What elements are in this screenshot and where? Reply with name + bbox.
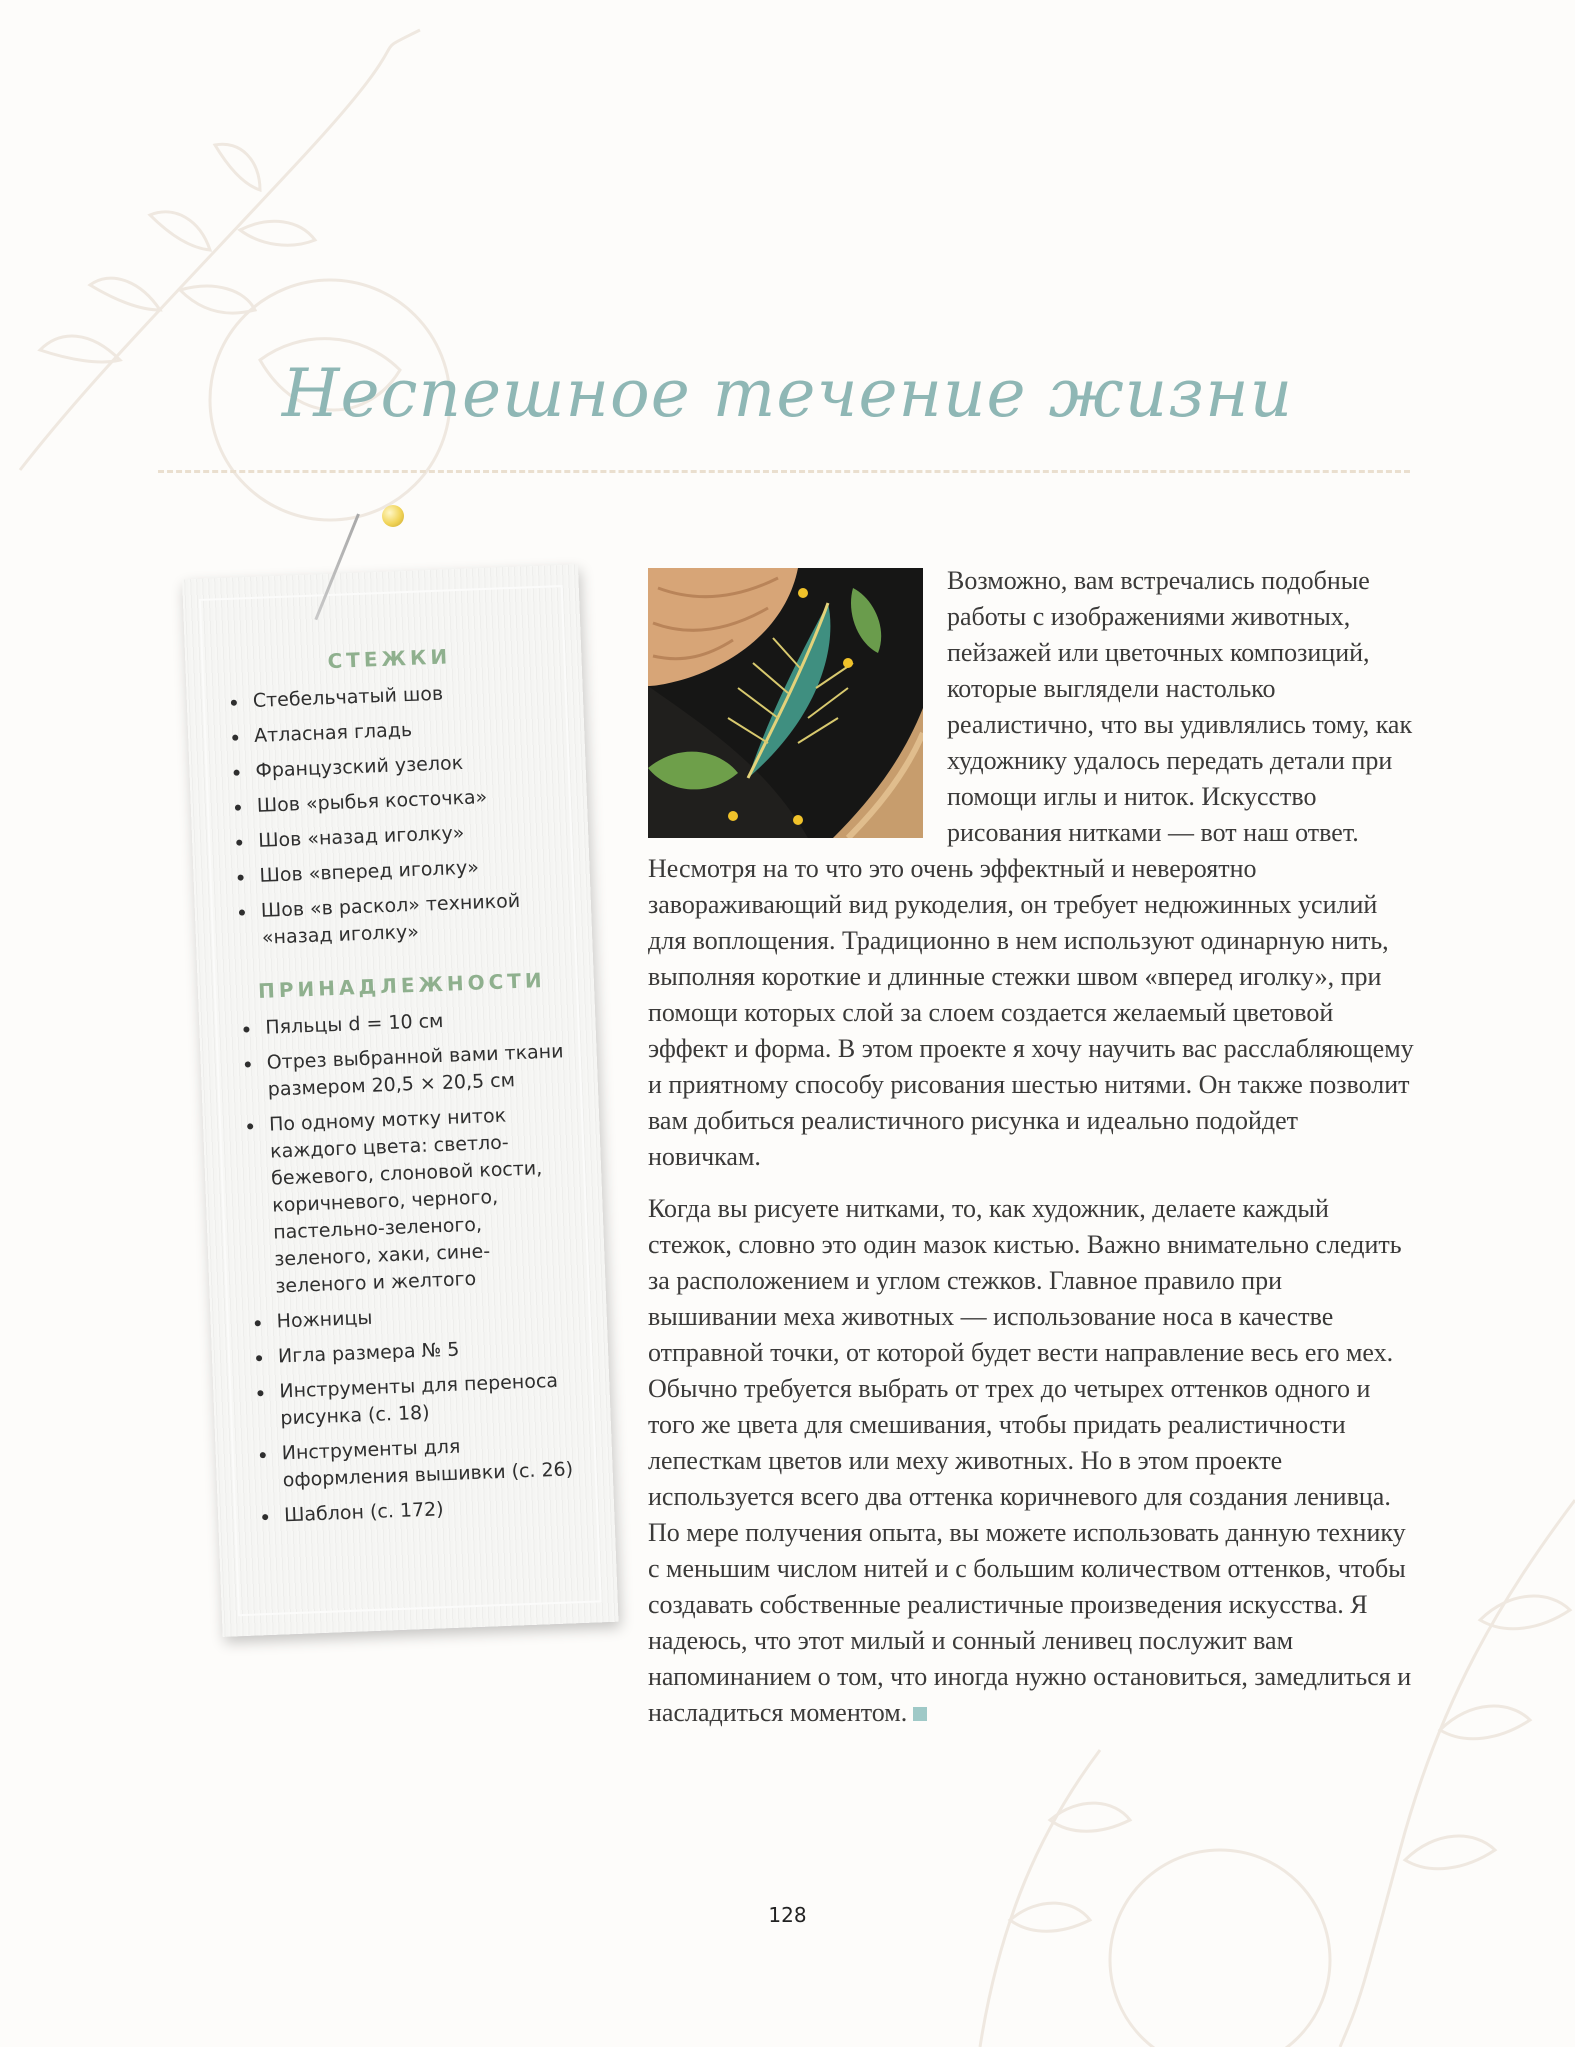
stitch-item: • Шов «рыбья косточка» <box>252 781 557 820</box>
stitch-item: • Шов «в раскол» техникой «назад иголку» <box>256 886 562 952</box>
stitch-item: • Атласная гладь <box>250 711 555 750</box>
supply-item: • Игла размера № 5 <box>274 1332 579 1371</box>
page-title: Неспешное течение жизни <box>281 355 1294 432</box>
article-paragraph-2-text: Когда вы рисуете нитками, то, как художник, делаете каждый стежок, словно это один мазок кистью. Важно внимательно следить за расположением и углом стежков. Главное правило при вышивании меха животных — использование носа в качестве отправной точки, от которой будет вести направление весь его мех. Обычно требуется выбрать от трех до четырех оттенков одного и того же цвета для смешивания, чтобы придать реалистичности лепесткам цветов или меху животных. Но в этом проекте используется всего два оттенка коричневого для создания ленивца. По мере получения опыта, вы можете использовать данную технику с меньшим числом нитей и с большим количеством оттенков, чтобы создавать собственные реалистичные произведения искусства. Я надеюсь, что этот милый и сонный ленивец послужит вам напоминанием о том, что иногда нужно остановиться, замедлиться и насладиться моментом. <box>648 1194 1412 1727</box>
supply-item: • По одному мотку ниток каждого цвета: светло-бежевого, слоновой кости, коричневого, черного, пастельно-зеленого, зеленого, хаки, сине-зеленого и желтого <box>265 1100 576 1301</box>
stitch-item: • Шов «вперед иголку» <box>255 851 560 890</box>
article-body <box>648 563 1416 1731</box>
supply-item: • Инструменты для переноса рисунка (с. 18) <box>275 1367 581 1433</box>
stitch-item: • Стебельчатый шов <box>248 676 553 715</box>
pin-head-icon <box>382 505 404 527</box>
supply-item: • Инструменты для оформления вышивки (с. 26) <box>277 1429 583 1495</box>
article-paragraph-1-text: Возможно, вам встречались подобные работы с изображениями животных, пейзажей или цветочных композиций, которые выглядели настолько реалистично, что вы удивлялись тому, как художнику удалось передать детали при помощи иглы и ниток. Искусство рисования нитками — вот наш ответ. Несмотря на то что это очень эффектный и невероятно завораживающий вид рукоделия, он требует недюжинных усилий для воплощения. Традиционно в нем используют одинарную нить, выполняя короткие и длинные стежки швом «вперед иголку», при помощи которых слой за слоем создается желаемый цветовой эффект и форма. В этом проекте я хочу научить вас расслабляющему и приятному способу рисования шестью нитями. Он также позволит вам добиться реалистичного рисунка и идеально подойдет новичкам. <box>648 566 1414 1171</box>
supply-item: • Ножницы <box>272 1297 577 1336</box>
article-paragraph-1 <box>648 563 1416 1175</box>
stitches-list <box>228 676 562 952</box>
stitch-item: • Шов «назад иголку» <box>254 816 559 855</box>
stitches-heading: СТЕЖКИ <box>327 644 452 674</box>
supply-item: • Пяльцы d = 10 см <box>261 1003 566 1042</box>
stitch-item: • Французский узелок <box>251 746 556 785</box>
supply-item: • Шаблон (с. 172) <box>280 1491 585 1530</box>
supplies-card-inner <box>199 585 602 1616</box>
supplies-list <box>241 1003 585 1530</box>
article-paragraph-2 <box>648 1191 1416 1731</box>
page-number: 128 <box>768 1903 807 1927</box>
title-divider <box>158 470 1410 473</box>
end-mark-icon <box>913 1707 927 1721</box>
supplies-card <box>182 564 618 1636</box>
supply-item: • Отрез выбранной вами ткани размером 20,5 × 20,5 см <box>262 1038 568 1104</box>
supplies-heading: ПРИНАДЛЕЖНОСТИ <box>257 967 547 1003</box>
